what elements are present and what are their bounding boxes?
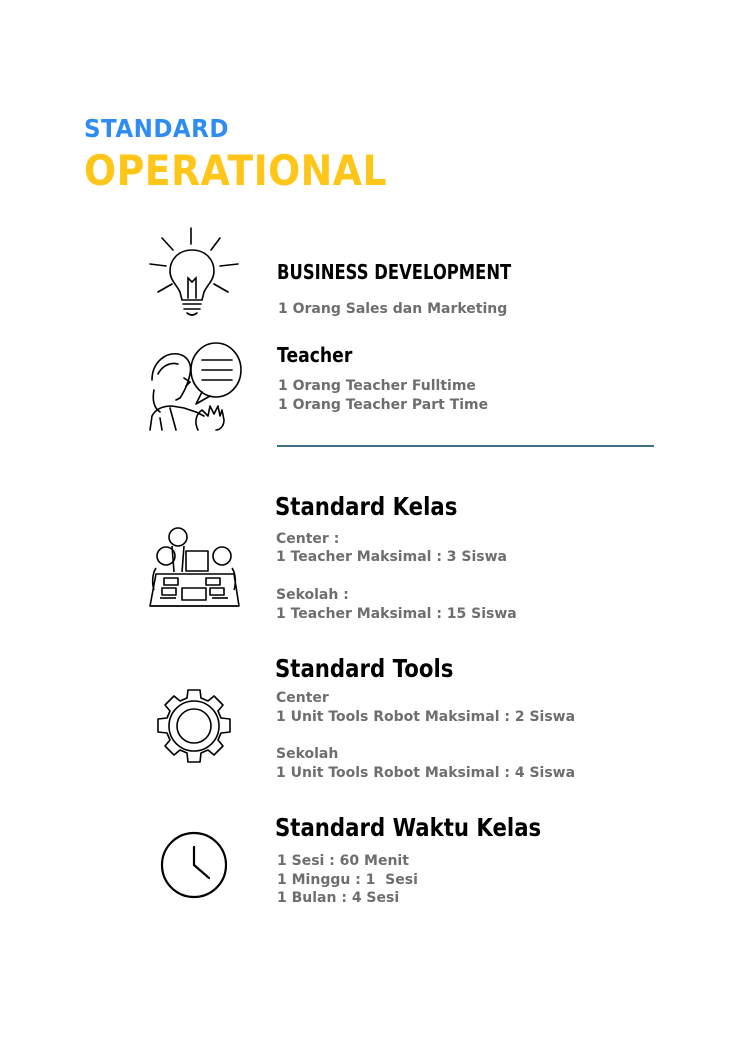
tools-line-3: Sekolah [276,746,339,762]
kelas-line-1: Center : [276,531,340,547]
teacher-line-1: 1 Orang Teacher Fulltime [278,378,476,394]
tools-line-2: 1 Unit Tools Robot Maksimal : 2 Siswa [276,709,576,725]
tools-line-1: Center [276,690,329,706]
title-operational: OPERATIONAL [84,146,388,195]
kelas-line-3: Sekolah : [276,587,349,603]
kelas-line-4: 1 Teacher Maksimal : 15 Siswa [276,606,517,622]
section-divider [277,445,654,447]
kelas-line-2: 1 Teacher Maksimal : 3 Siswa [276,549,507,565]
waktu-title: Standard Waktu Kelas [275,813,542,842]
gear-icon [156,688,232,764]
teacher-line-2: 1 Orang Teacher Part Time [278,397,489,413]
waktu-line-2: 1 Minggu : 1 Sesi [277,872,418,888]
waktu-line-1: 1 Sesi : 60 Menit [277,853,409,869]
meeting-table-icon [148,524,241,612]
title-standard: STANDARD [84,114,229,143]
business-title: BUSINESS DEVELOPMENT [277,260,512,284]
person-speech-icon [148,340,243,432]
clock-icon [159,830,229,900]
kelas-title: Standard Kelas [275,492,458,521]
teacher-title: Teacher [277,343,353,367]
tools-line-4: 1 Unit Tools Robot Maksimal : 4 Siswa [276,765,576,781]
business-line-1: 1 Orang Sales dan Marketing [278,301,508,317]
waktu-line-3: 1 Bulan : 4 Sesi [277,890,400,906]
tools-title: Standard Tools [275,654,454,683]
lightbulb-icon [148,226,240,318]
